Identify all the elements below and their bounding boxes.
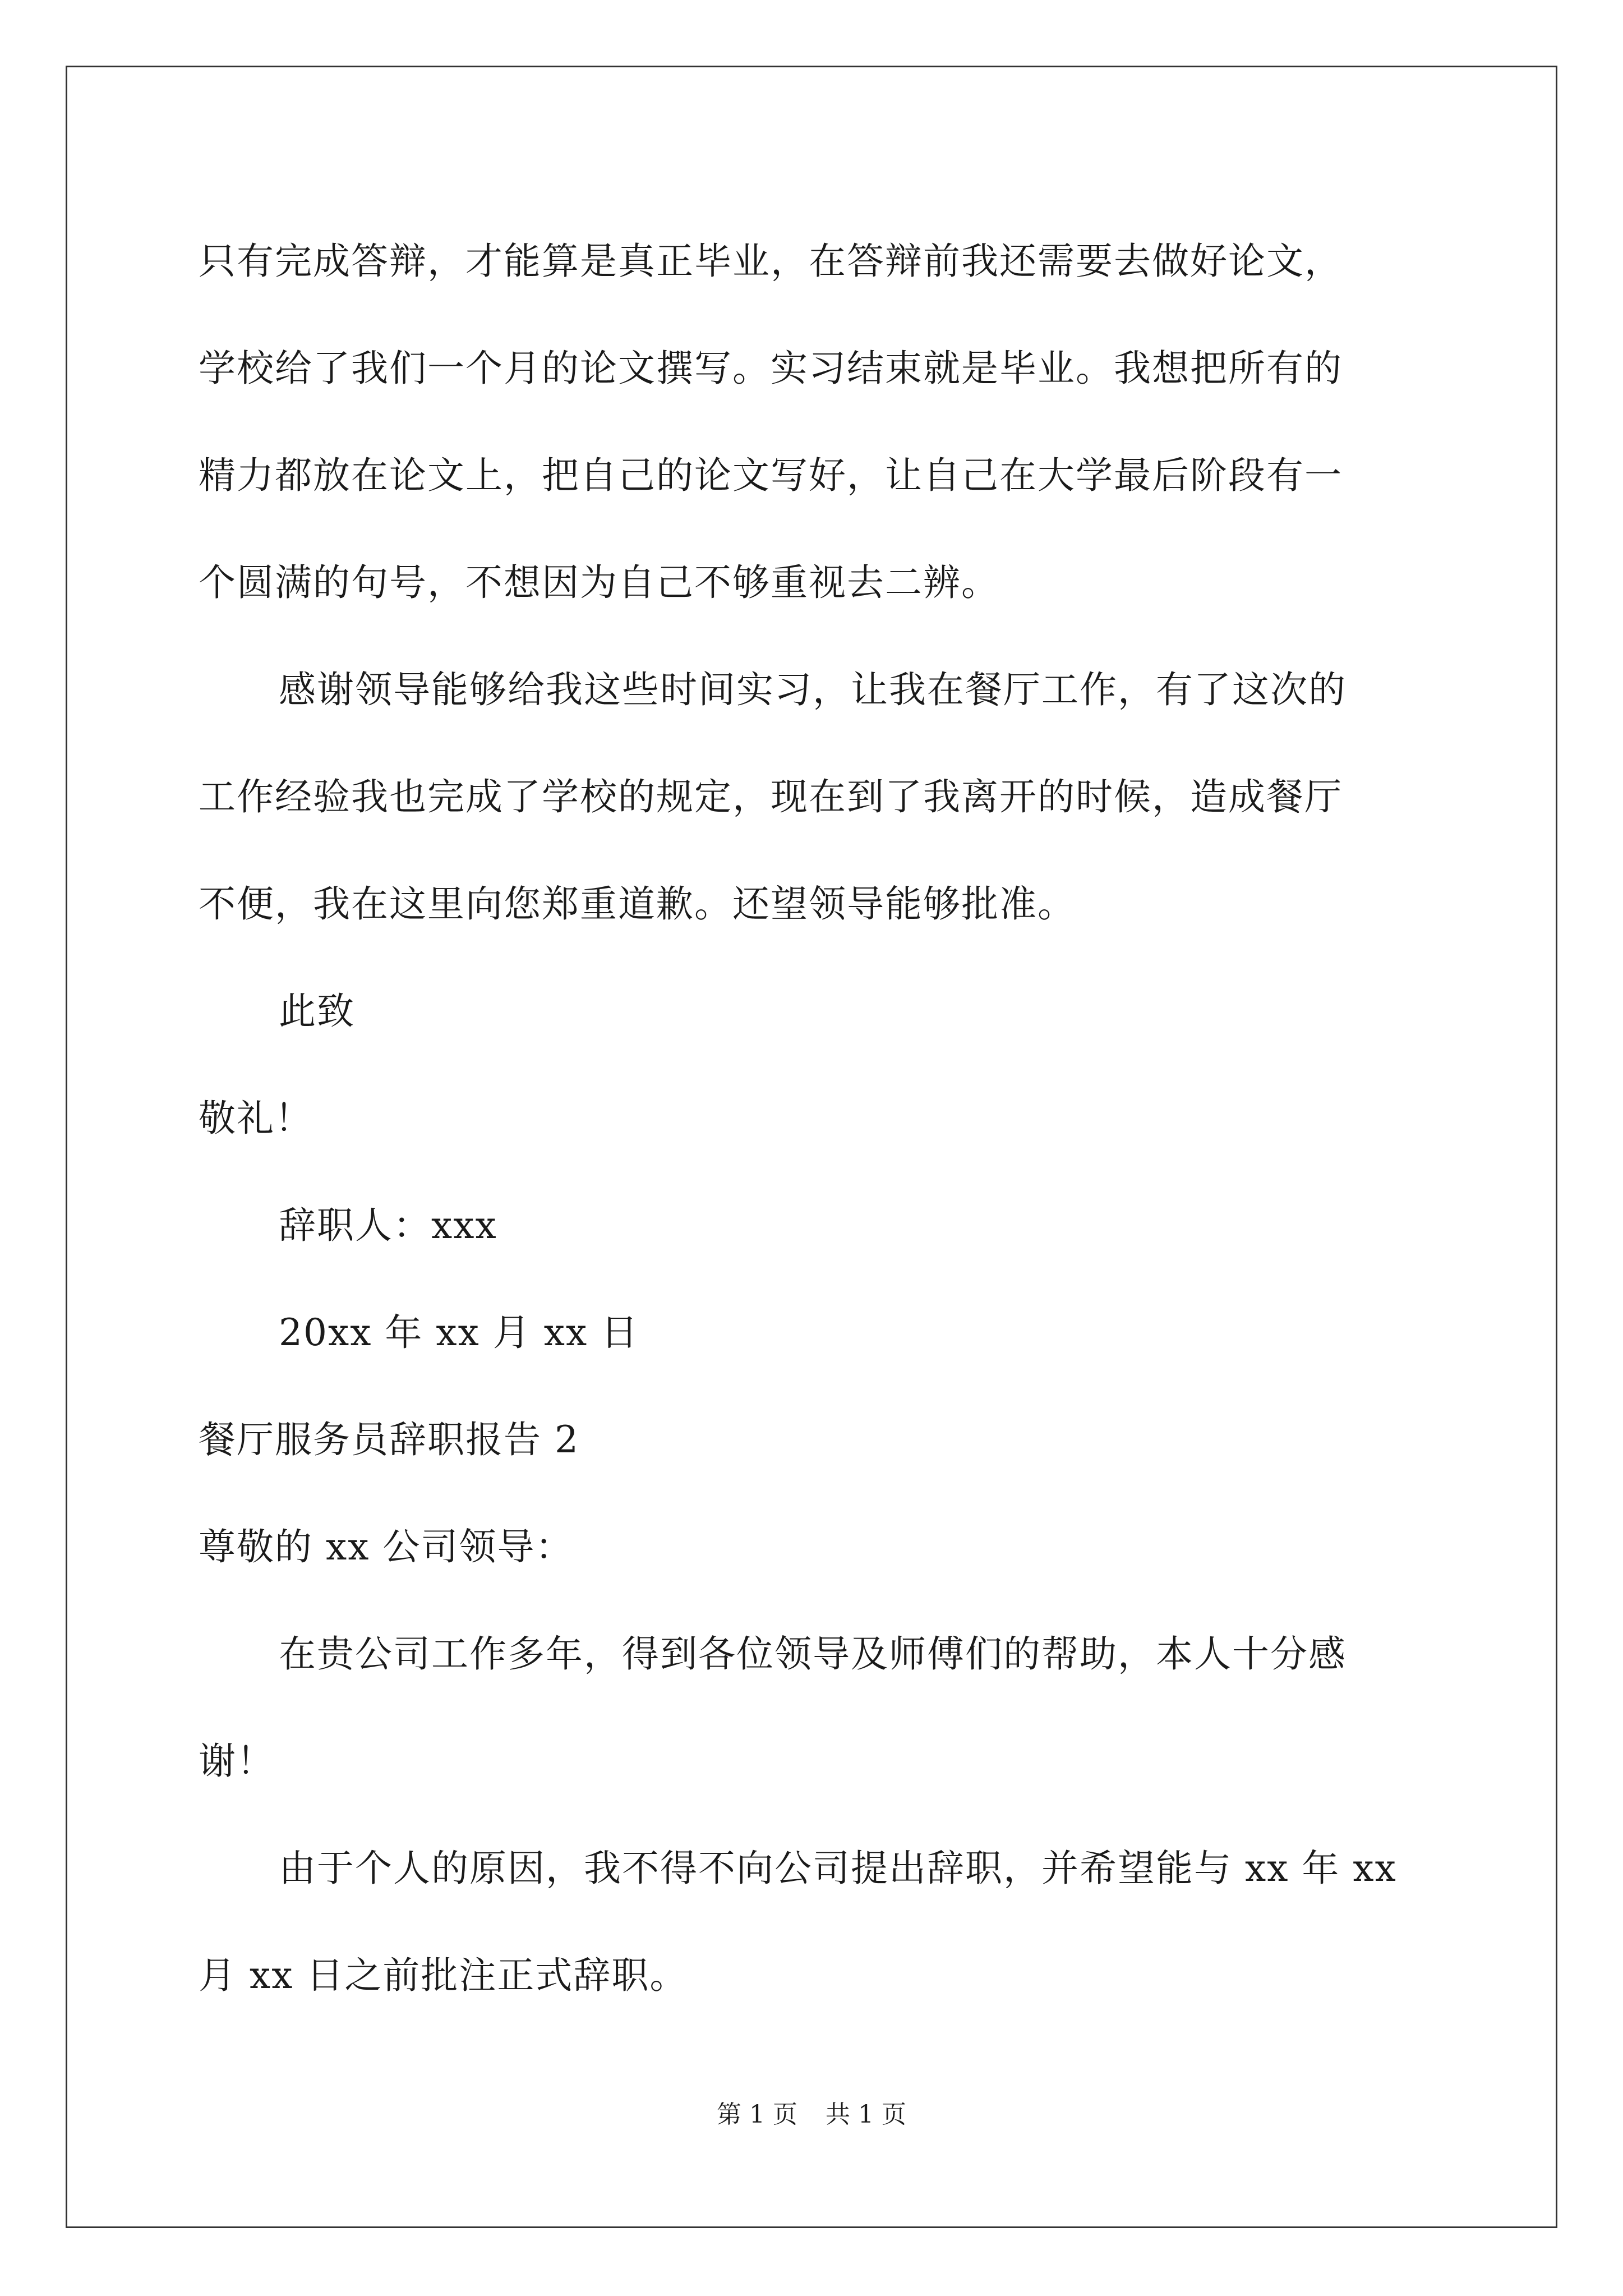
closing-salutation: 此致 <box>279 990 355 1033</box>
paragraph-line: 在贵公司工作多年，得到各位领导及师傅们的帮助，本人十分感 <box>279 1632 1347 1676</box>
paragraph-line: 不便，我在这里向您郑重道歉。还望领导能够批准。 <box>199 882 1076 926</box>
section-title: 餐厅服务员辞职报告 2 <box>199 1418 579 1461</box>
paragraph-line: 谢！ <box>199 1740 275 1783</box>
paragraph-line: 工作经验我也完成了学校的规定，现在到了我离开的时候，造成餐厅 <box>199 775 1343 818</box>
document-body <box>199 208 1424 2029</box>
paragraph-line: 精力都放在论文上，把自己的论文写好，让自己在大学最后阶段有一 <box>199 454 1343 497</box>
paragraph-line: 个圆满的句号，不想因为自己不够重视去二辨。 <box>199 561 999 604</box>
closing-regards: 敬礼！ <box>199 1097 313 1140</box>
page-footer <box>0 2098 1623 2132</box>
date-line: 20xx 年 xx 月 xx 日 <box>279 1311 639 1354</box>
paragraph-line: 由于个人的原因，我不得不向公司提出辞职，并希望能与 xx 年 xx <box>279 1847 1397 1890</box>
addressee-line: 尊敬的 xx 公司领导： <box>199 1525 574 1568</box>
paragraph-line: 感谢领导能够给我这些时间实习，让我在餐厅工作，有了这次的 <box>279 668 1347 711</box>
paragraph-line: 学校给了我们一个月的论文撰写。实习结束就是毕业。我想把所有的 <box>199 347 1343 390</box>
paragraph-line: 月 xx 日之前批注正式辞职。 <box>199 1954 688 1997</box>
page-total: 共 1 页 <box>826 2100 906 2129</box>
paragraph-line: 只有完成答辩，才能算是真正毕业，在答辩前我还需要去做好论文， <box>199 240 1343 283</box>
page-number: 第 1 页 <box>717 2100 797 2129</box>
signature-line: 辞职人：xxx <box>279 1204 497 1247</box>
